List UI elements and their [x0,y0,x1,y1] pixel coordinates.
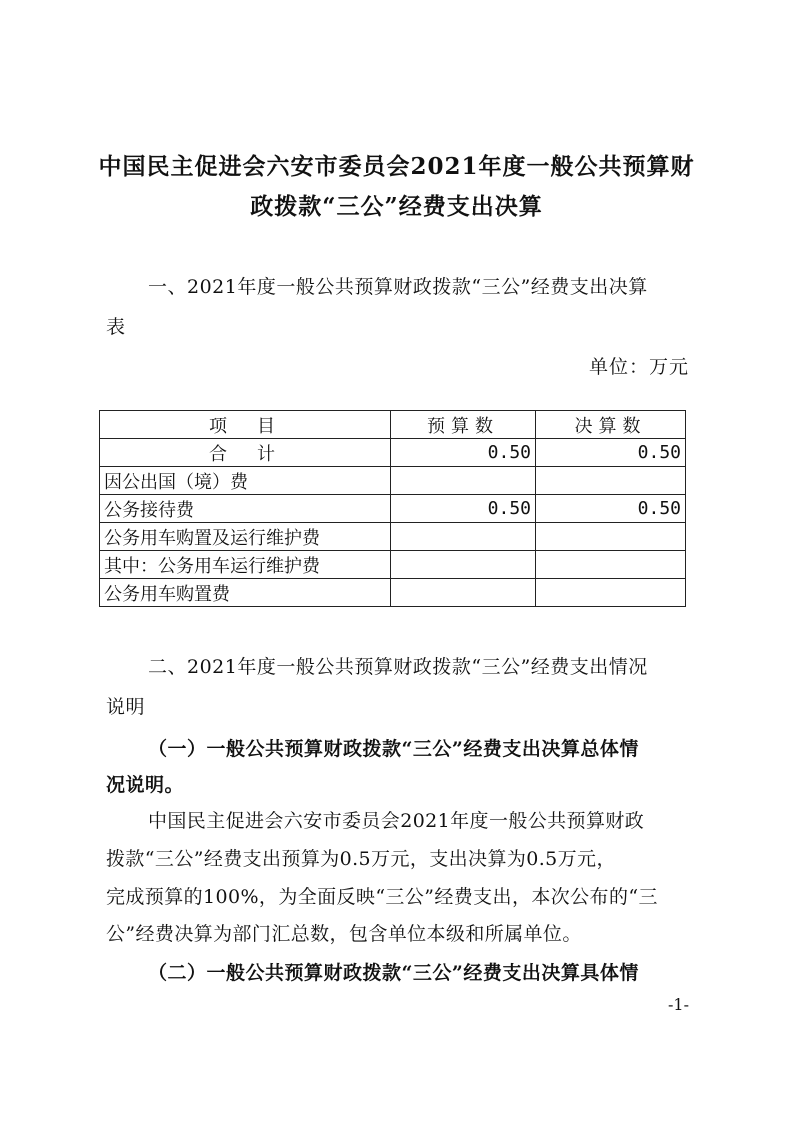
row-budget [391,551,536,579]
row-item: 公务接待费 [100,495,391,523]
table-row [100,495,686,523]
section-1-heading-line-1: 一、2021年度一般公共预算财政拨款“三公”经费支出决算 [148,276,648,298]
table-row [100,551,686,579]
header-item: 项 目 [100,411,391,439]
section-2-heading-line-2: 说明 [106,696,146,718]
subsection-1-heading-line-1: （一）一般公共预算财政拨款“三公”经费支出决算总体情 [148,738,639,760]
paragraph-line: 中国民主促进会六安市委员会2021年度一般公共预算财政 [148,810,645,832]
row-item: 其中：公务用车运行维护费 [100,551,391,579]
table-row [100,467,686,495]
table-header-row [100,411,686,439]
row-final [536,551,686,579]
row-item: 因公出国（境）费 [100,467,391,495]
row-final [536,523,686,551]
table-row [100,523,686,551]
unit-label: 单位：万元 [588,356,689,378]
row-budget: 0.50 [391,439,536,467]
page-number: -1- [668,995,689,1014]
document-title-line-1: 中国民主促进会六安市委员会2021年度一般公共预算财 [98,153,695,180]
row-item: 公务用车购置及运行维护费 [100,523,391,551]
paragraph-line: 拨款“三公”经费支出预算为0.5万元，支出决算为0.5万元， [106,848,616,870]
row-budget [391,579,536,607]
subsection-1-heading-line-2: 况说明。 [106,774,185,796]
row-final [536,579,686,607]
table-row [100,579,686,607]
three-public-expenses-table [99,410,686,607]
paragraph-line: 公”经费决算为部门汇总数，包含单位本级和所属单位。 [106,923,582,945]
paragraph-line: 完成预算的100%，为全面反映“三公”经费支出，本次公布的“三 [106,886,658,908]
section-2-heading-line-1: 二、2021年度一般公共预算财政拨款“三公”经费支出情况 [148,656,648,678]
row-budget: 0.50 [391,495,536,523]
row-final [536,467,686,495]
row-final: 0.50 [536,495,686,523]
document-title-line-2: 政拨款“三公”经费支出决算 [250,193,543,220]
subsection-2-heading-line-1: （二）一般公共预算财政拨款“三公”经费支出决算具体情 [148,962,639,984]
header-final: 决算数 [536,411,686,439]
row-final: 0.50 [536,439,686,467]
header-budget: 预算数 [391,411,536,439]
row-budget [391,467,536,495]
row-item: 合 计 [100,439,391,467]
row-budget [391,523,536,551]
row-item: 公务用车购置费 [100,579,391,607]
section-1-heading-line-2: 表 [106,316,126,338]
table-row [100,439,686,467]
